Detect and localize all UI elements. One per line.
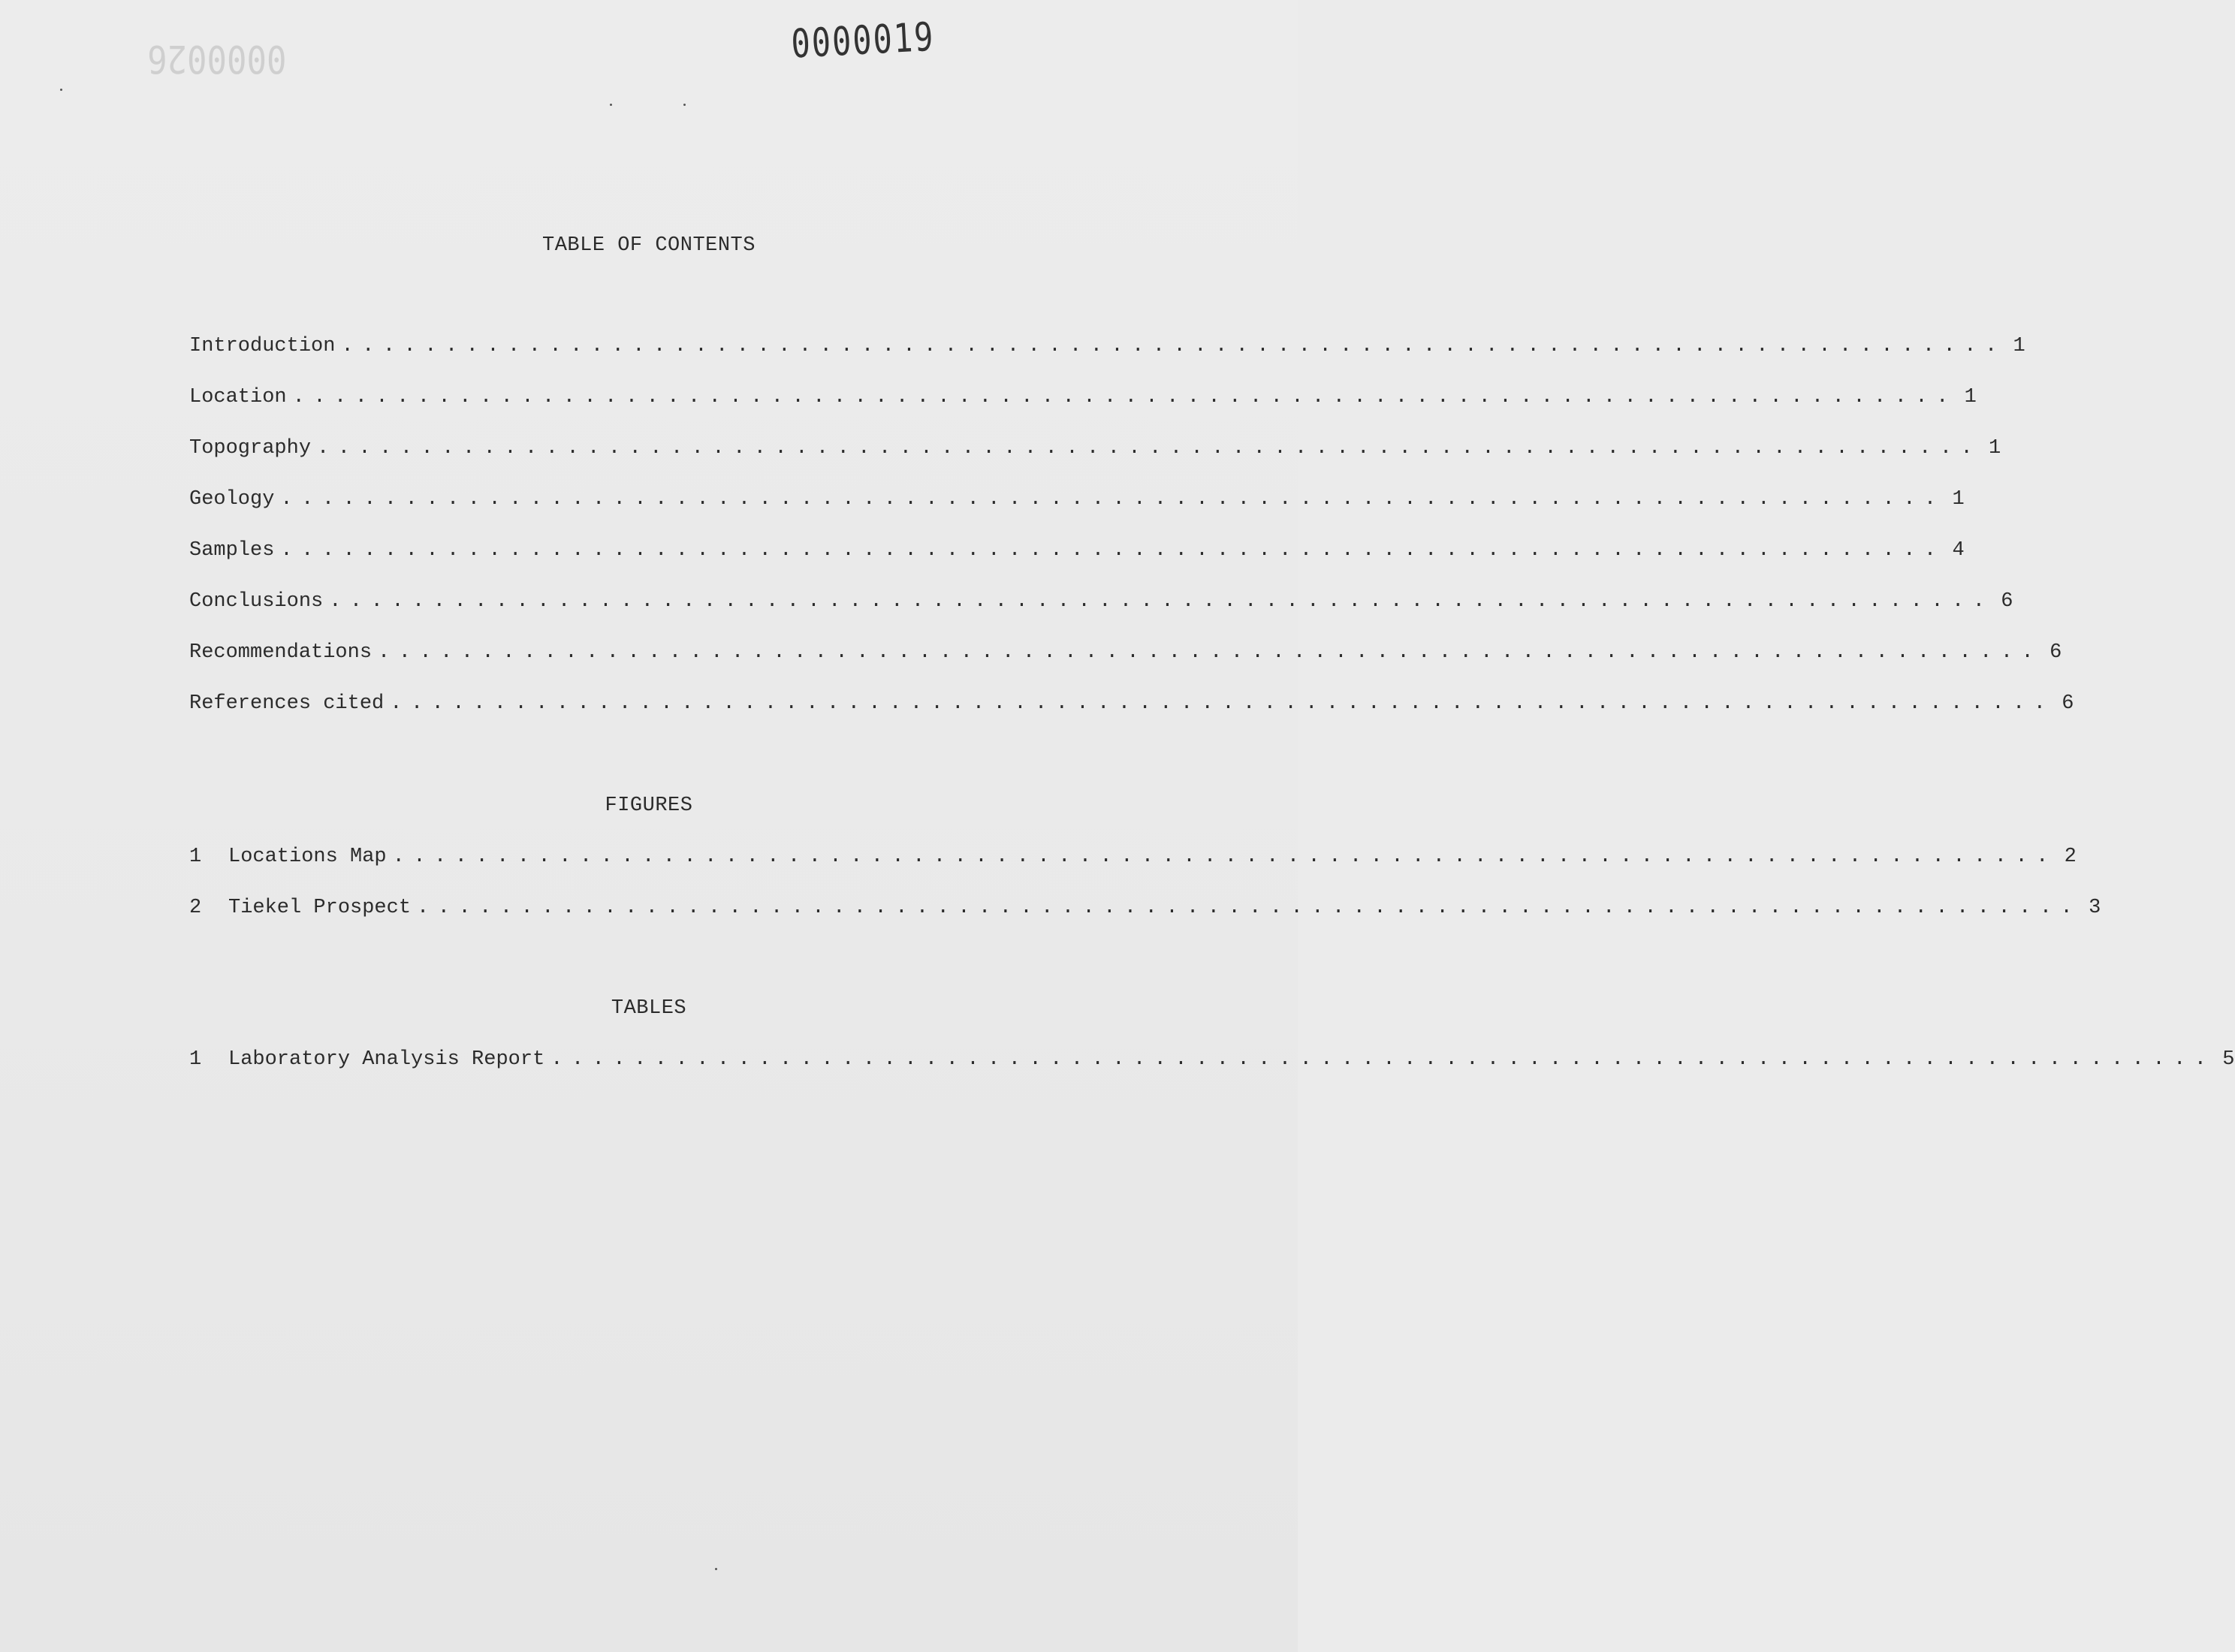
toc-entry-page: 1: [1952, 488, 1965, 511]
dot-leader: ................................................................................: [378, 641, 2043, 664]
toc-entry-title: Topography: [189, 437, 312, 460]
toc-entry: [189, 539, 1965, 569]
table-entry-page: 5: [2222, 1048, 2235, 1071]
dot-leader: ................................................................................: [417, 897, 2082, 919]
figure-entry: [189, 846, 2077, 876]
dot-leader: ................................................................................: [280, 488, 1945, 511]
scan-speck: [683, 104, 686, 106]
dot-leader: ................................................................................: [292, 386, 1957, 408]
toc-entry-title: Samples: [189, 539, 275, 562]
scan-speck: [715, 1568, 717, 1570]
figure-entry: [189, 897, 2101, 927]
toc-entry-title: Location: [189, 386, 287, 408]
table-entry: [189, 1048, 2235, 1078]
toc-entry-page: 1: [1989, 437, 2001, 460]
dot-leader: ................................................................................: [329, 590, 1994, 613]
dot-leader: ................................................................................: [392, 846, 2057, 868]
table-of-contents-heading: TABLE OF CONTENTS: [542, 234, 756, 257]
toc-entry-page: 1: [1964, 386, 1977, 408]
scan-speck: [610, 104, 612, 106]
figure-entry-page: 2: [2064, 846, 2077, 868]
page-stamp-number: 0000019: [790, 14, 936, 68]
toc-entry-title: References cited: [189, 692, 385, 715]
figure-entry-page: 3: [2089, 897, 2101, 919]
figure-entry-title: Tiekel Prospect: [228, 897, 412, 919]
toc-entry-page: 6: [2062, 692, 2074, 715]
dot-leader: ................................................................................: [341, 335, 2006, 357]
toc-entry: [189, 335, 2025, 365]
toc-entry-page: 6: [2050, 641, 2062, 664]
figure-entry-title: Locations Map: [228, 846, 387, 868]
dot-leader: ................................................................................: [390, 692, 2055, 715]
toc-entry-page: 6: [2001, 590, 2013, 613]
figures-heading: FIGURES: [605, 794, 693, 817]
toc-entry: [189, 590, 2013, 620]
toc-entry: [189, 386, 1977, 416]
bleed-through-stamp: 0000026: [147, 36, 287, 80]
toc-entry-title: Geology: [189, 488, 275, 511]
tables-heading: TABLES: [611, 997, 687, 1020]
toc-entry-page: 1: [2013, 335, 2025, 357]
table-entry-number: 1: [189, 1048, 202, 1071]
toc-entry-page: 4: [1952, 539, 1965, 562]
table-entry-title: Laboratory Analysis Report: [228, 1048, 545, 1071]
dot-leader: ................................................................................: [280, 539, 1945, 562]
dot-leader: ................................................................................: [317, 437, 1982, 460]
toc-entry-title: Introduction: [189, 335, 336, 357]
figure-entry-number: 1: [189, 846, 202, 868]
toc-entry: [189, 692, 2074, 722]
figure-entry-number: 2: [189, 897, 202, 919]
scan-speck: [60, 89, 62, 91]
toc-entry: [189, 488, 1965, 518]
dot-leader: ................................................................................: [550, 1048, 2215, 1071]
toc-entry-title: Conclusions: [189, 590, 324, 613]
toc-entry: [189, 437, 2001, 467]
toc-entry-title: Recommendations: [189, 641, 372, 664]
toc-entry: [189, 641, 2062, 671]
